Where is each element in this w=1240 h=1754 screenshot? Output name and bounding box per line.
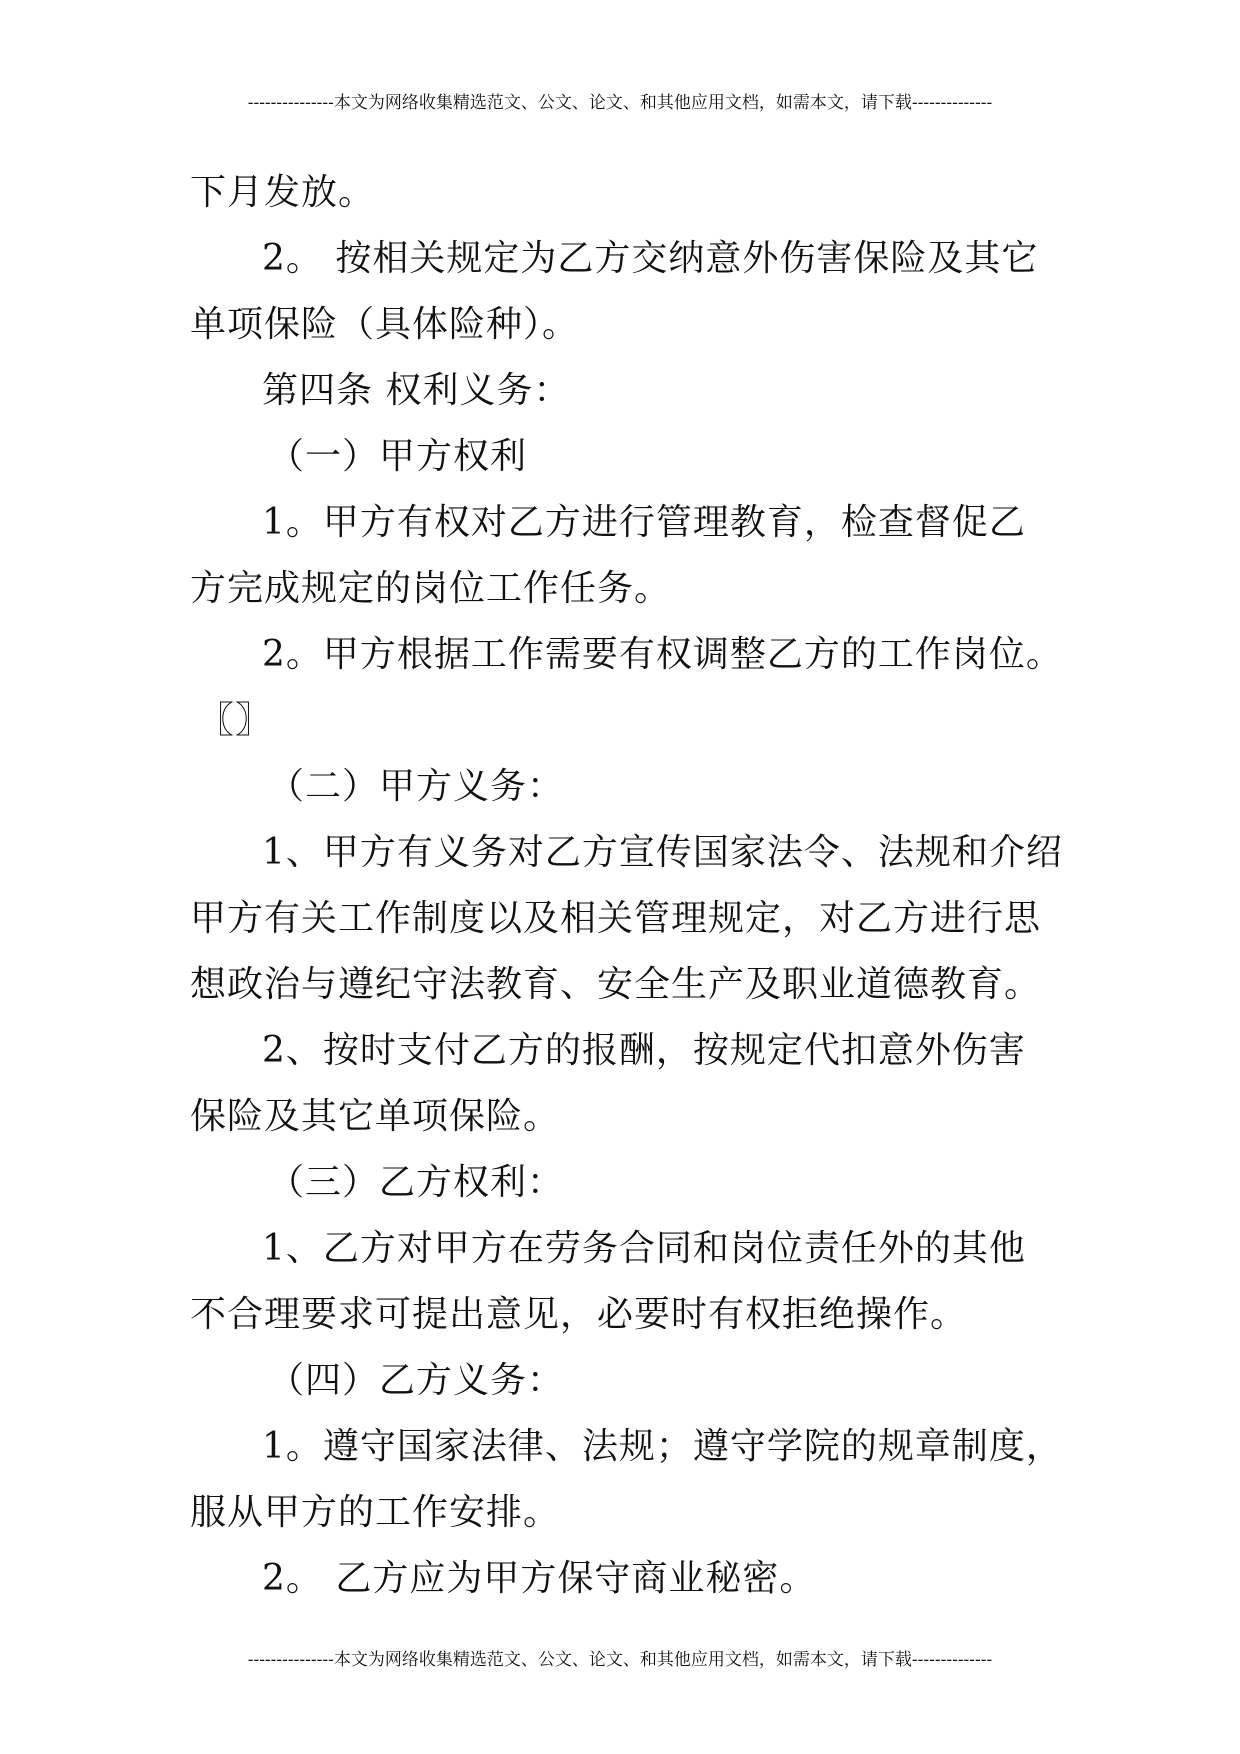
subsection-heading: （二）甲方义务： bbox=[268, 766, 565, 807]
text-line: 2。甲方根据工作需要有权调整乙方的工作岗位。 bbox=[262, 634, 1063, 675]
document-body bbox=[190, 160, 1063, 1612]
text-line: 保险及其它单项保险。 bbox=[190, 1096, 561, 1137]
text-line: 单项保险（具体险种）。 bbox=[190, 304, 580, 345]
text-line: 2。 按相关规定为乙方交纳意外伤害保险及其它 bbox=[262, 238, 1039, 279]
text-line: 1。遵守国家法律、法规；遵守学院的规章制度， bbox=[262, 1426, 1063, 1467]
text-line: 服从甲方的工作安排。 bbox=[190, 1492, 561, 1533]
subsection-heading: （一）甲方权利 bbox=[268, 436, 528, 477]
text-line: 想政治与遵纪守法教育、安全生产及职业道德教育。 bbox=[190, 964, 1042, 1005]
text-line: 甲方有关工作制度以及相关管理规定，对乙方进行思 bbox=[190, 898, 1042, 939]
subsection-heading: （四）乙方义务： bbox=[268, 1360, 565, 1401]
text-line: 方完成规定的岗位工作任务。 bbox=[190, 568, 672, 609]
bracket-mark: 〖〗 bbox=[198, 700, 273, 741]
text-line: 2。 乙方应为甲方保守商业秘密。 bbox=[262, 1558, 817, 1599]
text-line: 1、甲方有义务对乙方宣传国家法令、法规和介绍 bbox=[262, 832, 1063, 873]
subsection-heading: （三）乙方权利： bbox=[268, 1162, 565, 1203]
text-line: 下月发放。 bbox=[190, 172, 376, 213]
text-line: 1。甲方有权对乙方进行管理教育，检查督促乙 bbox=[262, 502, 1026, 543]
text-line: 1、乙方对甲方在劳务合同和岗位责任外的其他 bbox=[262, 1228, 1026, 1269]
section-heading: 第四条 权利义务： bbox=[262, 370, 571, 411]
page-footer: ---------------本文为网络收集精选范文、公文、论文、和其他应用文档，如需本文，请下载-------------- bbox=[247, 1650, 993, 1670]
text-line: 2、按时支付乙方的报酬，按规定代扣意外伤害 bbox=[262, 1030, 1026, 1071]
text-line: 不合理要求可提出意见，必要时有权拒绝操作。 bbox=[190, 1294, 968, 1335]
page-header: ---------------本文为网络收集精选范文、公文、论文、和其他应用文档，如需本文，请下载-------------- bbox=[247, 93, 993, 113]
